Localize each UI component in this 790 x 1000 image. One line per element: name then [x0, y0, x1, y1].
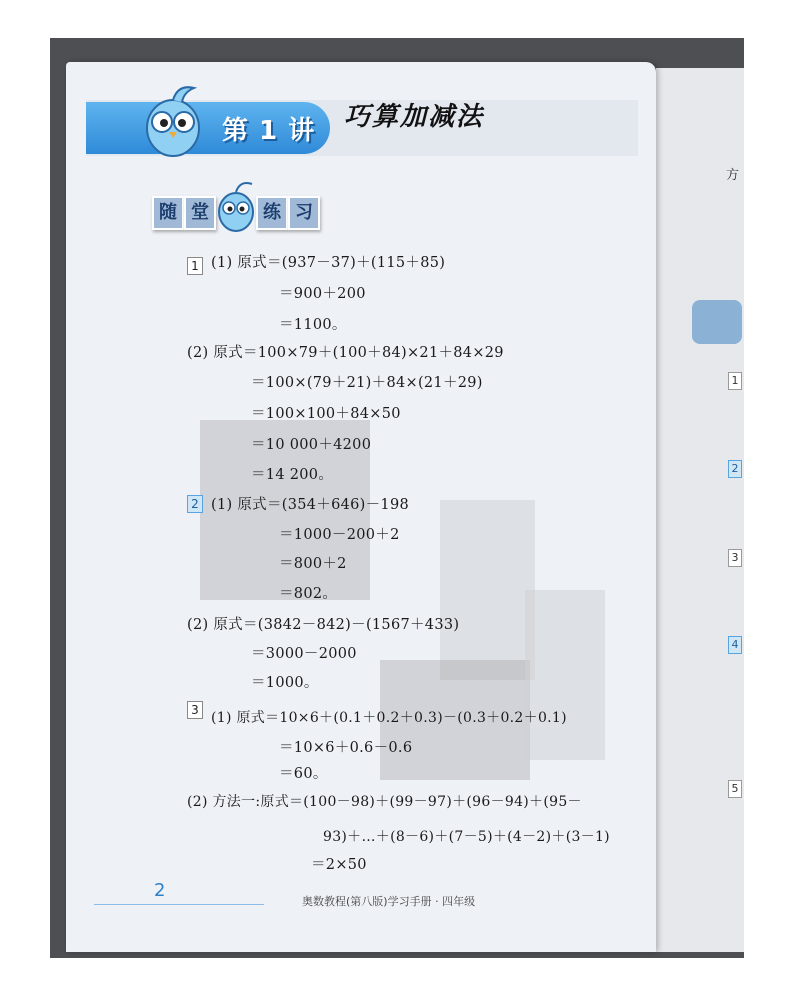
solution-line: ＝2×50 [311, 857, 367, 873]
solution-line: (1) 原式＝(354＋646)－198 [211, 497, 409, 513]
question-number: 3 [187, 701, 203, 719]
adjacent-page-number: 5 [728, 780, 742, 798]
adjacent-page-number: 3 [728, 549, 742, 567]
solution-line: (2) 原式＝(3842－842)－(1567＋433) [187, 617, 460, 633]
lesson-title: 巧算加减法 [344, 102, 485, 132]
solution-line: ＝10 000＋4200 [251, 437, 372, 453]
solution-line: (2) 原式＝100×79＋(100＋84)×21＋84×29 [187, 345, 504, 361]
badge-char: 习 [288, 196, 320, 230]
solution-line: ＝800＋2 [279, 556, 347, 572]
solution-line: ＝100×100＋84×50 [251, 406, 401, 422]
solution-line: ＝1000－200＋2 [279, 527, 400, 543]
question-number: 1 [187, 257, 203, 275]
badge-char: 堂 [184, 196, 216, 230]
footer-divider [94, 904, 264, 905]
adjacent-page-mascot-icon [692, 300, 742, 344]
solution-line: ＝802。 [279, 586, 338, 602]
solution-line: ＝1100。 [279, 317, 347, 333]
solution-line: ＝100×(79＋21)＋84×(21＋29) [251, 375, 483, 391]
solution-line: ＝60。 [279, 766, 328, 782]
adjacent-page-char: 方 [726, 168, 740, 183]
solution-line: (1) 原式＝(937－37)＋(115＋85) [211, 255, 446, 271]
solution-line: ＝3000－2000 [251, 646, 357, 662]
owl-mascot-icon [138, 80, 208, 160]
question-number: 2 [187, 495, 203, 513]
solution-line: (2) 方法一:原式＝(100－98)＋(99－97)＋(96－94)＋(95－ [187, 794, 582, 810]
owl-mascot-icon [214, 178, 258, 234]
show-through-image [440, 500, 535, 680]
adjacent-page-number: 4 [728, 636, 742, 654]
solution-line: 93)＋…＋(8－6)＋(7－5)＋(4－2)＋(3－1) [323, 829, 610, 845]
adjacent-page-number: 2 [728, 460, 742, 478]
badge-char: 练 [256, 196, 288, 230]
solution-line: (1) 原式＝10×6＋(0.1＋0.2＋0.3)－(0.3＋0.2＋0.1) [211, 710, 567, 726]
lesson-number: 第 1 讲 [222, 116, 316, 146]
badge-char: 随 [152, 196, 184, 230]
book-title: 奥数教程(第八版)学习手册 · 四年级 [302, 895, 476, 908]
solution-line: ＝14 200。 [251, 467, 334, 483]
show-through-image [525, 590, 605, 760]
adjacent-page [656, 68, 744, 952]
solution-line: ＝1000。 [251, 675, 319, 691]
solution-line: ＝10×6＋0.6－0.6 [279, 740, 413, 756]
page-number: 2 [154, 880, 166, 901]
solution-line: ＝900＋200 [279, 286, 366, 302]
adjacent-page-number: 1 [728, 372, 742, 390]
